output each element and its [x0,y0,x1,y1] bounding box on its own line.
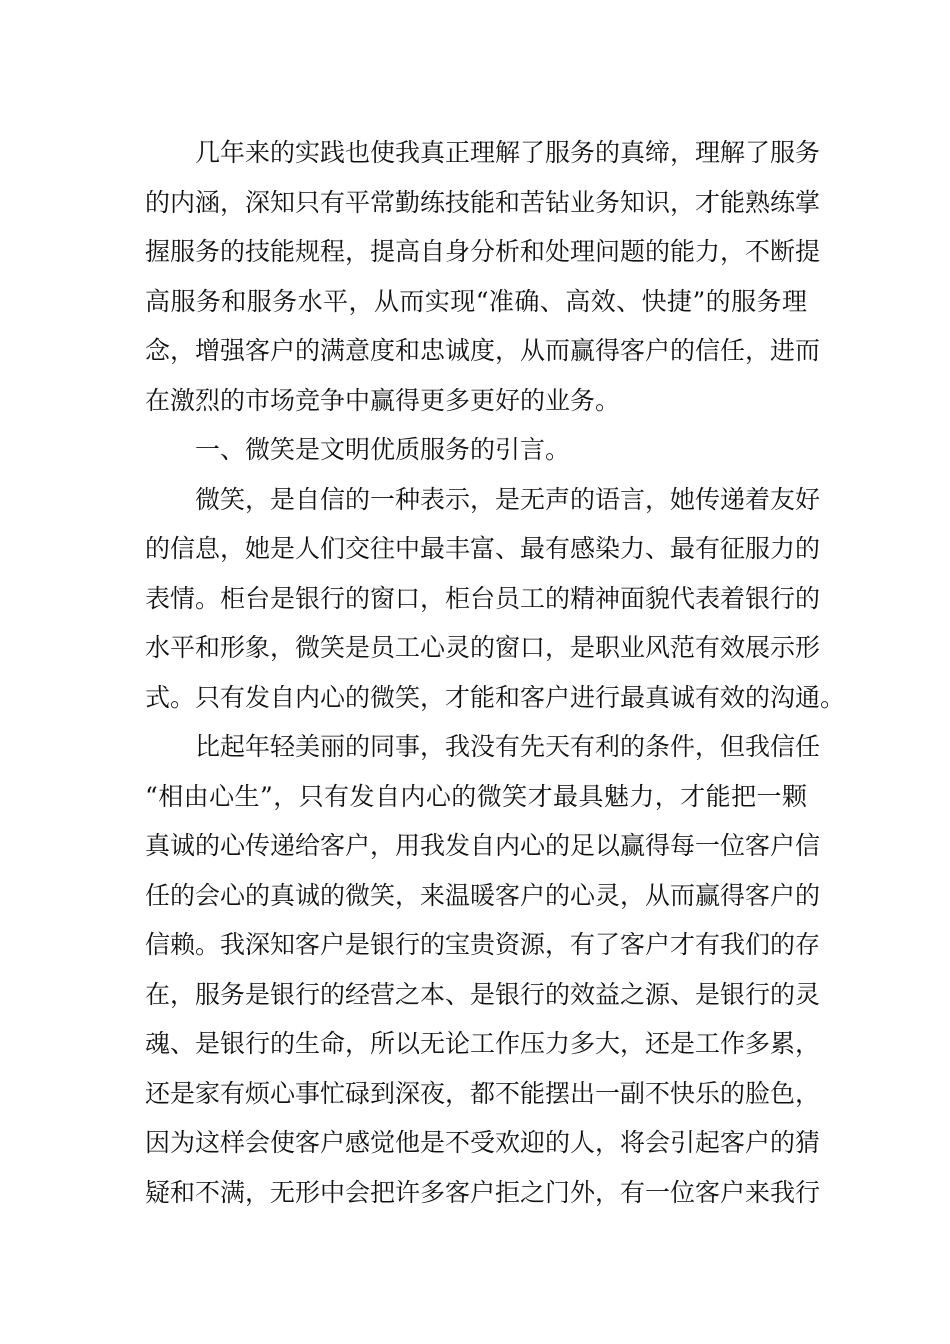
text-line: 的信息，她是人们交往中最丰富、最有感染力、最有征服力的 [145,534,821,563]
text-line: 式。只有发自内心的微笑，才能和客户进行最真诚有效的沟通。 [145,682,846,712]
text-line: 在，服务是银行的经营之本、是银行的效益之源、是银行的灵 [145,979,821,1009]
text-line: 表情。柜台是银行的窗口，柜台员工的精神面貌代表着银行的 [145,583,821,613]
text-line: 几年来的实践也使我真正理解了服务的真缔，理解了服务 [195,138,821,167]
text-line: 还是家有烦心事忙碌到深夜，都不能摆出一副不快乐的脸色， [145,1078,821,1108]
text-line: 的内涵，深知只有平常勤练技能和苦钻业务知识，才能熟练掌 [145,187,821,217]
text-line: 念，增强客户的满意度和忠诚度，从而赢得客户的信任，进而 [145,336,821,365]
heading-line: 一、微笑是文明优质服务的引言。 [195,435,571,464]
text-line: 真诚的心传递给客户，用我发自内心的足以赢得每一位客户信 [145,831,821,860]
text-line: 任的会心的真诚的微笑，来温暖客户的心灵，从而赢得客户的 [145,880,821,910]
section-heading [145,425,807,475]
paragraph-1 [145,128,821,425]
document-body [145,128,846,1217]
text-line: 水平和形象，微笑是员工心灵的窗口，是职业风范有效展示形 [145,633,821,662]
text-line: 高服务和服务水平，从而实现“准确、高效、快捷”的服务理 [145,286,807,316]
text-line: 信赖。我深知客户是银行的宝贵资源，有了客户才有我们的存 [145,930,821,959]
paragraph-2 [145,475,846,723]
text-line: 在激烈的市场竞争中赢得更多更好的业务。 [145,385,621,415]
text-line: 微笑，是自信的一种表示，是无声的语言，她传递着友好 [195,484,821,514]
text-line: 因为这样会使客户感觉他是不受欢迎的人，将会引起客户的猜 [145,1128,821,1157]
text-line: 比起年轻美丽的同事，我没有先天有利的条件，但我信任 [195,732,821,761]
text-line: “相由心生”，只有发自内心的微笑才最具魅力，才能把一颗 [145,781,807,811]
text-line: 疑和不满，无形中会把许多客户拒之门外，有一位客户来我行 [145,1177,821,1207]
text-line: 魂、是银行的生命，所以无论工作压力多大，还是工作多累， [145,1029,821,1058]
text-line: 握服务的技能规程，提高自身分析和处理问题的能力，不断提 [145,237,821,266]
paragraph-3 [145,722,821,1217]
